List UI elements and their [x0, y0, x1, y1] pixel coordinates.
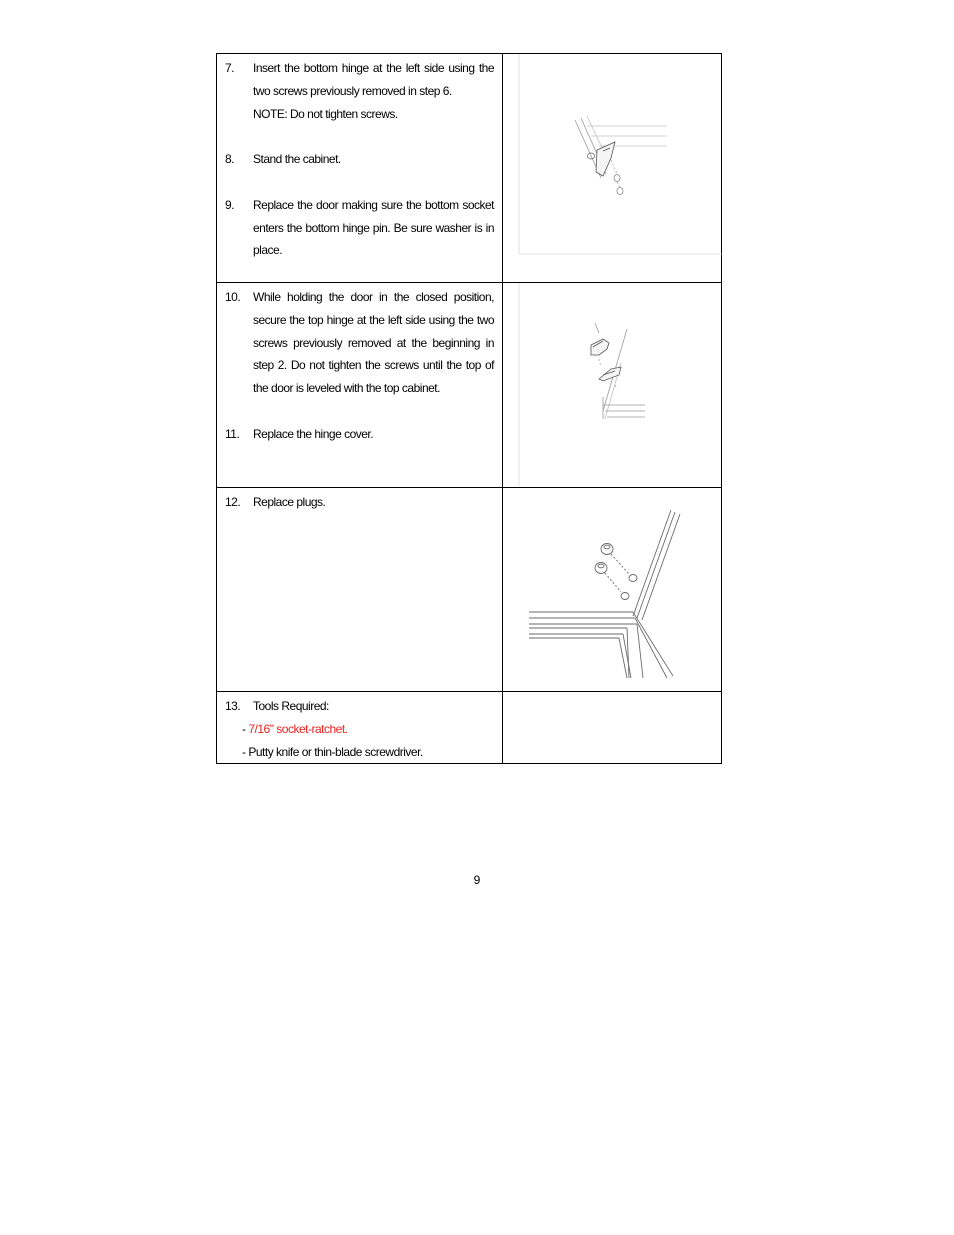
step-number: 12.: [225, 495, 241, 509]
step-note: NOTE: Do not tighten screws.: [253, 106, 398, 121]
table-row: [217, 283, 722, 488]
text-cell: [217, 54, 503, 283]
table-row: [217, 488, 722, 692]
step-text: Replace the door making sure the bottom socket enters the bottom hinge pin. Be sure washer is in place.: [253, 197, 494, 258]
step-9: [225, 194, 494, 262]
tool-item: - Putty knife or thin-blade screwdriver.: [242, 744, 423, 759]
step-number: 10.: [225, 290, 241, 304]
top-hinge-illustration: [503, 283, 722, 486]
text-cell: [217, 692, 503, 764]
table-row: [217, 54, 722, 283]
step-8: [225, 148, 494, 171]
image-cell: [503, 54, 722, 283]
instruction-table: [216, 53, 722, 764]
step-13: [225, 695, 494, 718]
text-cell: [217, 488, 503, 692]
step-text: Insert the bottom hinge at the left side using the two screws previously removed in step 6.: [253, 61, 494, 98]
image-cell: [503, 488, 722, 692]
tool-text: Putty knife or thin-blade screwdriver.: [248, 744, 423, 759]
plugs-illustration: [503, 488, 722, 690]
text-cell: [217, 283, 503, 488]
step-text: Replace plugs.: [253, 495, 326, 509]
step-text: Tools Required:: [253, 699, 329, 713]
step-10: [225, 286, 494, 400]
page-number: 9: [473, 873, 481, 887]
step-number: 11.: [225, 426, 240, 441]
tool-item: - 7/16" socket-ratchet.: [242, 721, 348, 736]
step-11: [225, 423, 494, 446]
step-number: 13.: [225, 699, 241, 713]
step-number: 8.: [225, 152, 235, 167]
step-12: [225, 491, 494, 514]
table-row: [217, 692, 722, 764]
step-text: Replace the hinge cover.: [253, 426, 374, 441]
image-cell: [503, 692, 722, 764]
step-text: Stand the cabinet.: [253, 152, 341, 167]
step-text: While holding the door in the closed position, secure the top hinge at the left side using the two screws previously removed at the beginning in step 2. Do not tighten the screws until the top of the door is leveled with the top cabinet.: [253, 290, 494, 396]
image-cell: [503, 283, 722, 488]
tool-text: 7/16" socket-ratchet.: [248, 721, 348, 736]
step-number: 7.: [225, 61, 235, 75]
step-number: 9.: [225, 197, 235, 212]
step-7: [225, 57, 494, 125]
bottom-hinge-illustration: [503, 54, 722, 281]
